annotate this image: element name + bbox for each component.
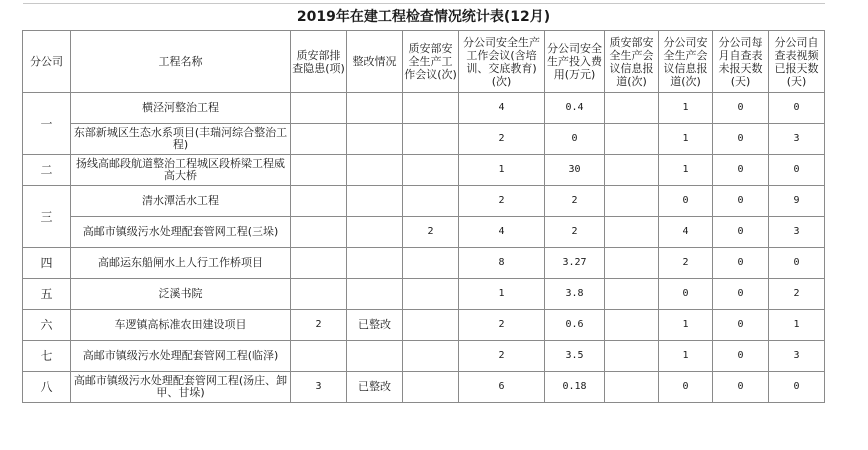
branch-cell: 三: [23, 186, 71, 248]
dept-news-cell: [605, 186, 659, 217]
branch-cell: 二: [23, 155, 71, 186]
branch-meeting-cell: 8: [459, 248, 545, 279]
video-days-cell: 3: [769, 217, 825, 248]
hazards-cell: [291, 124, 347, 155]
rectify-cell: [347, 186, 403, 217]
hazards-cell: [291, 279, 347, 310]
title-row: [23, 4, 825, 31]
branch-cell: 一: [23, 93, 71, 155]
branch-news-cell: 1: [659, 310, 713, 341]
table-row: [23, 341, 825, 372]
dept-meeting-cell: [403, 93, 459, 124]
branch-news-cell: 2: [659, 248, 713, 279]
unreported-days-cell: 0: [713, 341, 769, 372]
table-row: [23, 310, 825, 341]
hazards-cell: [291, 186, 347, 217]
branch-meeting-cell: 6: [459, 372, 545, 403]
rectify-cell: [347, 155, 403, 186]
investment-cell: 2: [545, 186, 605, 217]
branch-cell: 四: [23, 248, 71, 279]
project-cell: 高邮市镇级污水处理配套管网工程(汤庄、卸甲、甘垛): [71, 372, 291, 403]
branch-meeting-cell: 1: [459, 155, 545, 186]
branch-cell: 八: [23, 372, 71, 403]
rectify-cell: [347, 341, 403, 372]
dept-meeting-cell: [403, 279, 459, 310]
investment-cell: 0.6: [545, 310, 605, 341]
rectify-cell: [347, 279, 403, 310]
unreported-days-cell: 0: [713, 93, 769, 124]
unreported-days-cell: 0: [713, 186, 769, 217]
hazards-cell: [291, 217, 347, 248]
dept-meeting-cell: [403, 124, 459, 155]
investment-cell: 30: [545, 155, 605, 186]
branch-cell: 五: [23, 279, 71, 310]
rectify-cell: [347, 93, 403, 124]
table-row: [23, 279, 825, 310]
video-days-cell: 0: [769, 372, 825, 403]
dept-meeting-cell: [403, 186, 459, 217]
table-row: [23, 93, 825, 124]
dept-news-cell: [605, 248, 659, 279]
table-row: [23, 155, 825, 186]
investment-cell: 3.8: [545, 279, 605, 310]
dept-meeting-cell: [403, 341, 459, 372]
dept-meeting-cell: [403, 155, 459, 186]
branch-meeting-cell: 4: [459, 217, 545, 248]
table-row: [23, 124, 825, 155]
dept-news-cell: [605, 155, 659, 186]
video-days-cell: 0: [769, 155, 825, 186]
branch-meeting-cell: 4: [459, 93, 545, 124]
inspection-table: [22, 3, 825, 403]
video-days-cell: 1: [769, 310, 825, 341]
branch-meeting-cell: 2: [459, 124, 545, 155]
project-cell: 横泾河整治工程: [71, 93, 291, 124]
unreported-days-cell: 0: [713, 372, 769, 403]
project-cell: 高邮市镇级污水处理配套管网工程(临泽): [71, 341, 291, 372]
project-cell: 车逻镇高标准农田建设项目: [71, 310, 291, 341]
branch-news-cell: 1: [659, 93, 713, 124]
statistics-sheet: [22, 3, 825, 403]
dept-news-cell: [605, 341, 659, 372]
rectify-cell: [347, 217, 403, 248]
branch-news-cell: 1: [659, 155, 713, 186]
project-cell: 高邮市镇级污水处理配套管网工程(三垛): [71, 217, 291, 248]
header-cell-branch: 分公司: [23, 31, 71, 93]
hazards-cell: 3: [291, 372, 347, 403]
header-cell-dept-news: 质安部安全生产会议信息报道(次): [605, 31, 659, 93]
dept-news-cell: [605, 124, 659, 155]
table-row: [23, 186, 825, 217]
header-row: [23, 31, 825, 93]
branch-news-cell: 0: [659, 279, 713, 310]
hazards-cell: [291, 93, 347, 124]
dept-meeting-cell: [403, 310, 459, 341]
dept-news-cell: [605, 217, 659, 248]
table-row: [23, 248, 825, 279]
investment-cell: 3.5: [545, 341, 605, 372]
unreported-days-cell: 0: [713, 217, 769, 248]
project-cell: 高邮运东船闸水上人行工作桥项目: [71, 248, 291, 279]
dept-meeting-cell: [403, 248, 459, 279]
unreported-days-cell: 0: [713, 310, 769, 341]
table-row: [23, 372, 825, 403]
video-days-cell: 2: [769, 279, 825, 310]
branch-news-cell: 1: [659, 341, 713, 372]
branch-meeting-cell: 2: [459, 186, 545, 217]
header-cell-branch-meeting: 分公司安全生产工作会议(含培训、交底教育)(次): [459, 31, 545, 93]
dept-news-cell: [605, 93, 659, 124]
header-cell-rectify: 整改情况: [347, 31, 403, 93]
investment-cell: 2: [545, 217, 605, 248]
project-cell: 泛溪书院: [71, 279, 291, 310]
project-cell: 东部新城区生态水系项目(丰瑞河综合整治工程): [71, 124, 291, 155]
branch-cell: 七: [23, 341, 71, 372]
branch-meeting-cell: 2: [459, 341, 545, 372]
hazards-cell: [291, 341, 347, 372]
rectify-cell: 已整改: [347, 372, 403, 403]
branch-news-cell: 0: [659, 186, 713, 217]
investment-cell: 0.4: [545, 93, 605, 124]
header-cell-hazards: 质安部排查隐患(项): [291, 31, 347, 93]
table-title: 2019年在建工程检查情况统计表(12月): [23, 4, 825, 31]
branch-meeting-cell: 1: [459, 279, 545, 310]
dept-meeting-cell: [403, 372, 459, 403]
hazards-cell: [291, 248, 347, 279]
rectify-cell: [347, 248, 403, 279]
branch-meeting-cell: 2: [459, 310, 545, 341]
unreported-days-cell: 0: [713, 155, 769, 186]
investment-cell: 0.18: [545, 372, 605, 403]
header-cell-project: 工程名称: [71, 31, 291, 93]
investment-cell: 0: [545, 124, 605, 155]
video-days-cell: 3: [769, 341, 825, 372]
investment-cell: 3.27: [545, 248, 605, 279]
video-days-cell: 9: [769, 186, 825, 217]
header-cell-dept-meeting: 质安部安全生产工作会议(次): [403, 31, 459, 93]
rectify-cell: [347, 124, 403, 155]
project-cell: 清水潭活水工程: [71, 186, 291, 217]
dept-news-cell: [605, 279, 659, 310]
unreported-days-cell: 0: [713, 124, 769, 155]
header-cell-unreported-days: 分公司每月自查表未报天数(天): [713, 31, 769, 93]
unreported-days-cell: 0: [713, 279, 769, 310]
dept-news-cell: [605, 372, 659, 403]
rectify-cell: 已整改: [347, 310, 403, 341]
dept-news-cell: [605, 310, 659, 341]
header-cell-investment: 分公司安全生产投入费用(万元): [545, 31, 605, 93]
branch-cell: 六: [23, 310, 71, 341]
hazards-cell: 2: [291, 310, 347, 341]
branch-news-cell: 1: [659, 124, 713, 155]
video-days-cell: 3: [769, 124, 825, 155]
hazards-cell: [291, 155, 347, 186]
video-days-cell: 0: [769, 93, 825, 124]
branch-news-cell: 0: [659, 372, 713, 403]
table-row: [23, 217, 825, 248]
header-cell-branch-news: 分公司安全生产会议信息报道(次): [659, 31, 713, 93]
dept-meeting-cell: 2: [403, 217, 459, 248]
branch-news-cell: 4: [659, 217, 713, 248]
unreported-days-cell: 0: [713, 248, 769, 279]
project-cell: 扬线高邮段航道整治工程城区段桥梁工程威高大桥: [71, 155, 291, 186]
video-days-cell: 0: [769, 248, 825, 279]
header-cell-video-days: 分公司自查表视频已报天数(天): [769, 31, 825, 93]
